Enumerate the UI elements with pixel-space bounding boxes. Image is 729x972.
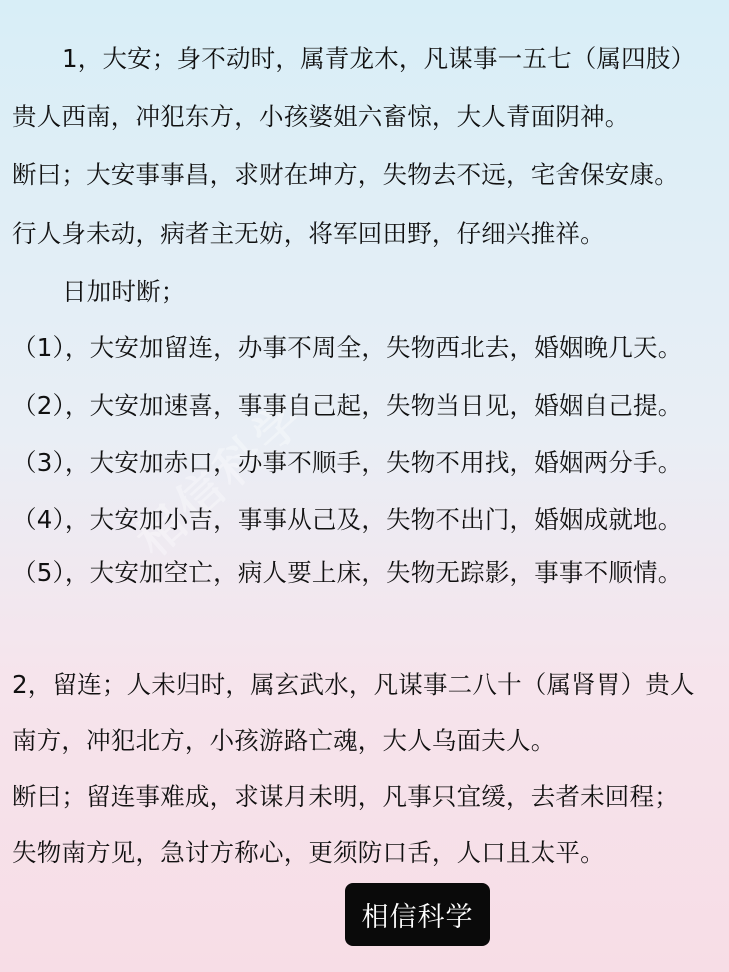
watermark-text: 相信科学 bbox=[126, 387, 317, 567]
caption-badge: 相信科学 bbox=[345, 883, 490, 946]
text-line-11: 2，留连；人未归时，属玄武水，凡谋事二八十（属肾胃）贵人 bbox=[12, 670, 695, 699]
text-line-9: （4），大安加小吉，事事从己及，失物不出门，婚姻成就地。 bbox=[12, 505, 683, 534]
text-line-1: 1，大安；身不动时，属青龙木，凡谋事一五七（属四肢） bbox=[62, 44, 696, 73]
text-line-14: 失物南方见，急讨方称心，更须防口舌，人口且太平。 bbox=[12, 838, 605, 867]
text-line-8: （3），大安加赤口，办事不顺手，失物不用找，婚姻两分手。 bbox=[12, 448, 683, 477]
text-line-5: 日加时断； bbox=[62, 277, 186, 306]
text-line-12: 南方，冲犯北方，小孩游路亡魂，大人乌面夫人。 bbox=[12, 726, 556, 755]
text-line-2: 贵人西南，冲犯东方，小孩婆姐六畜惊，大人青面阴神。 bbox=[12, 102, 630, 131]
text-line-7: （2），大安加速喜，事事自己起，失物当日见，婚姻自己提。 bbox=[12, 391, 683, 420]
text-line-13: 断曰；留连事难成，求谋月未明，凡事只宜缓，去者未回程； bbox=[12, 782, 679, 811]
text-line-6: （1），大安加留连，办事不周全，失物西北去，婚姻晚几天。 bbox=[12, 333, 683, 362]
text-line-4: 行人身未动，病者主无妨，将军回田野，仔细兴推祥。 bbox=[12, 219, 605, 248]
text-line-10: （5），大安加空亡，病人要上床，失物无踪影，事事不顺情。 bbox=[12, 558, 683, 587]
text-line-3: 断曰；大安事事昌，求财在坤方，失物去不远，宅舍保安康。 bbox=[12, 160, 679, 189]
